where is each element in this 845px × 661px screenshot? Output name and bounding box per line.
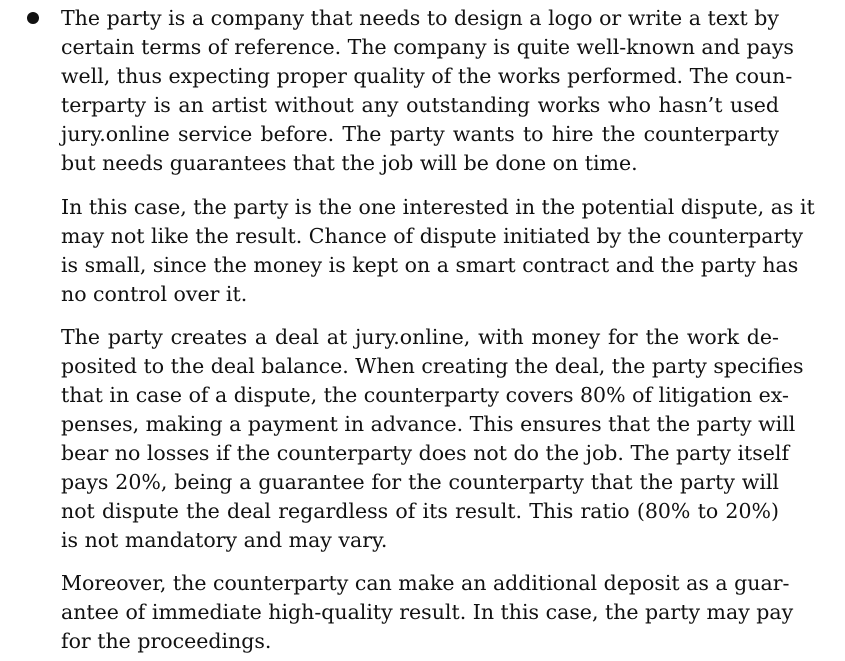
text-line: certain terms of reference. The company is quite well-known and pays: [61, 35, 794, 59]
text-line: jury.online service before. The party wants to hire the counterparty: [61, 122, 779, 146]
text-line: pays 20%, being a guarantee for the counterparty that the party will: [61, 470, 779, 494]
text-line: for the proceedings.: [61, 629, 272, 653]
text-line: posited to the deal balance. When creating the deal, the party specifies: [61, 354, 804, 378]
text-line: is not mandatory and may vary.: [61, 528, 388, 552]
text-line: that in case of a dispute, the counterparty covers 80% of litigation ex-: [61, 383, 789, 407]
text-line: Moreover, the counterparty can make an additional deposit as a guar-: [61, 571, 790, 595]
text-line: well, thus expecting proper quality of the works performed. The coun-: [61, 64, 793, 88]
text-line: The party creates a deal at jury.online, with money for the work de-: [61, 325, 779, 349]
text-line: is small, since the money is kept on a smart contract and the party has: [61, 253, 799, 277]
text-line: bear no losses if the counterparty does not do the job. The party itself: [61, 441, 790, 465]
text-line: not dispute the deal regardless of its result. This ratio (80% to 20%): [61, 499, 779, 523]
text-line: antee of immediate high-quality result. In this case, the party may pay: [61, 600, 794, 624]
text-line: may not like the result. Chance of dispute initiated by the counterparty: [61, 224, 804, 248]
text-line: The party is a company that needs to design a logo or write a text by: [61, 6, 779, 30]
text-line: penses, making a payment in advance. This ensures that the party will: [61, 412, 796, 436]
text-line: In this case, the party is the one interested in the potential dispute, as it: [61, 195, 815, 219]
text-line: terparty is an artist without any outstanding works who hasn’t used: [61, 93, 779, 117]
text-line: no control over it.: [61, 282, 248, 306]
bullet-icon: [27, 12, 39, 24]
text-line: but needs guarantees that the job will be done on time.: [61, 151, 638, 175]
